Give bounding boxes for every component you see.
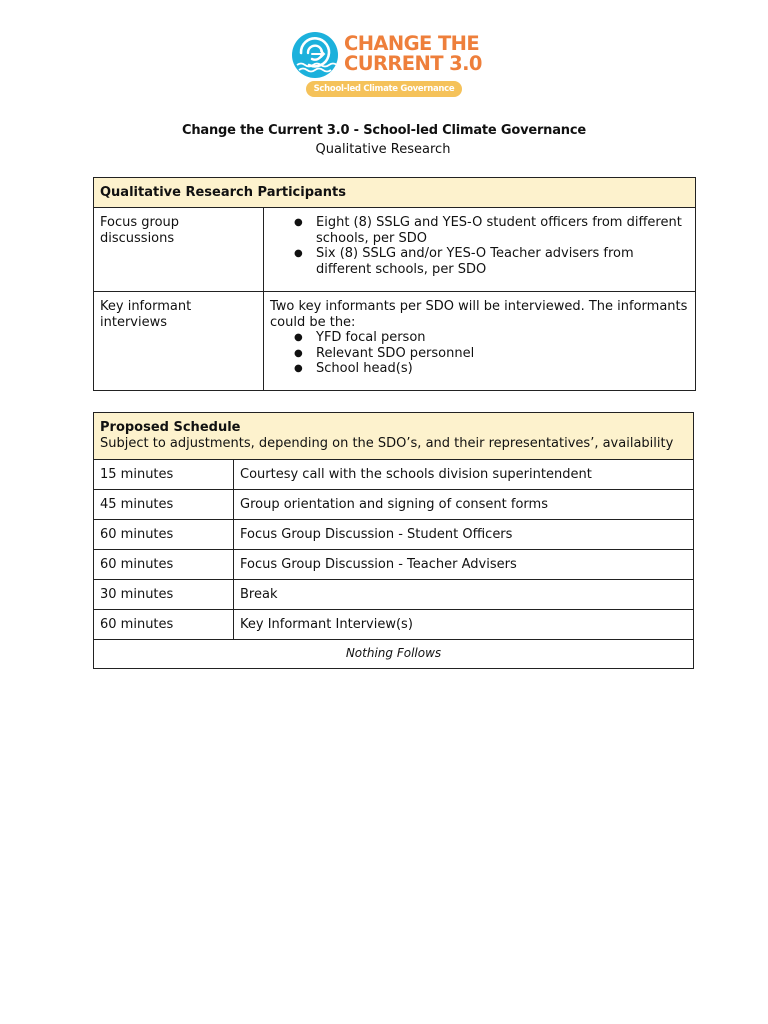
logo-title	[344, 34, 482, 74]
row-label: Key informant interviews	[94, 292, 264, 391]
duration-cell: 60 minutes	[94, 520, 234, 550]
list-item: ● Eight (8) SSLG and YES-O student officers from different schools, per SDO	[270, 215, 689, 246]
duration-cell: 45 minutes	[94, 490, 234, 520]
wave-globe-icon	[292, 32, 338, 78]
logo-tagline: School-led Climate Governance	[306, 81, 462, 97]
duration-cell: 60 minutes	[94, 550, 234, 580]
schedule-title: Proposed Schedule	[100, 420, 241, 435]
list-item: ● YFD focal person	[270, 330, 689, 346]
row-intro: Two key informants per SDO will be interviewed. The informants could be the:	[270, 299, 688, 330]
activity-cell: Break	[234, 580, 694, 610]
activity-cell: Focus Group Discussion - Teacher Advisers	[234, 550, 694, 580]
table-row	[94, 610, 694, 640]
table-row	[94, 292, 696, 391]
activity-cell: Key Informant Interview(s)	[234, 610, 694, 640]
duration-cell: 30 minutes	[94, 580, 234, 610]
bullet-list	[270, 215, 689, 277]
row-details	[264, 208, 696, 292]
participants-table	[93, 177, 696, 391]
schedule-table	[93, 412, 694, 669]
activity-cell: Courtesy call with the schools division superintendent	[234, 460, 694, 490]
schedule-subtitle: Subject to adjustments, depending on the SDO’s, and their representatives’, availability	[100, 435, 674, 451]
logo-title-line2: CURRENT 3.0	[344, 52, 482, 75]
table-row	[94, 580, 694, 610]
schedule-header	[94, 413, 694, 460]
participants-header: Qualitative Research Participants	[94, 178, 696, 208]
schedule-footer-row	[94, 640, 694, 669]
logo	[292, 30, 482, 98]
row-details	[264, 292, 696, 391]
list-item: ● Six (8) SSLG and/or YES-O Teacher advisers from different schools, per SDO	[270, 246, 689, 277]
table-row	[94, 550, 694, 580]
duration-cell: 15 minutes	[94, 460, 234, 490]
duration-cell: 60 minutes	[94, 610, 234, 640]
row-label: Focus group discussions	[94, 208, 264, 292]
schedule-footer: Nothing Follows	[94, 640, 694, 669]
logo-title-line1: CHANGE THE	[344, 32, 480, 55]
table-row	[94, 490, 694, 520]
document-subtitle: Qualitative Research	[315, 142, 451, 157]
document-title: Change the Current 3.0 - School-led Climate Governance	[182, 123, 586, 138]
table-row	[94, 208, 696, 292]
activity-cell: Group orientation and signing of consent forms	[234, 490, 694, 520]
schedule-header-row	[94, 413, 694, 460]
table-row	[94, 520, 694, 550]
activity-cell: Focus Group Discussion - Student Officers	[234, 520, 694, 550]
table-row	[94, 460, 694, 490]
bullet-list	[270, 330, 689, 377]
list-item: ● Relevant SDO personnel	[270, 346, 689, 362]
list-item: ● School head(s)	[270, 361, 689, 377]
participants-header-row	[94, 178, 696, 208]
